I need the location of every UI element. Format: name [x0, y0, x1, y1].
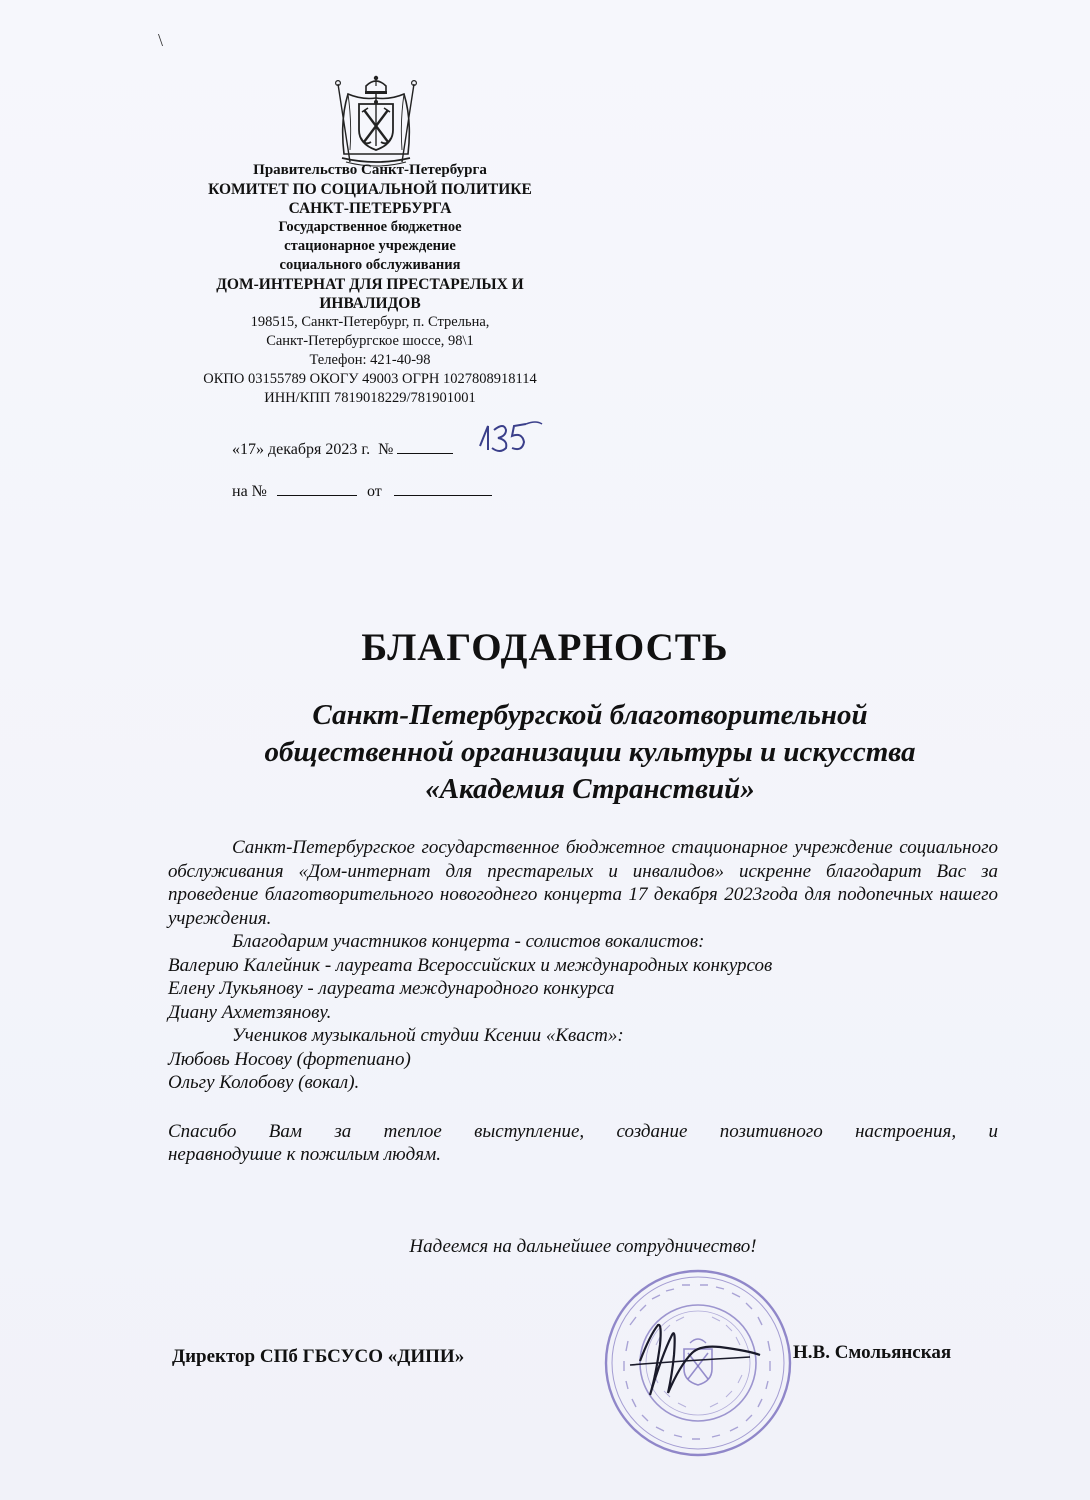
committee-name-line2: САНКТ-ПЕТЕРБУРГА [288, 200, 452, 217]
number-label: № [378, 441, 394, 458]
closing-wish: Надеемся на дальнейшее сотрудничество! [409, 1236, 757, 1257]
reference-line [232, 481, 492, 501]
st-petersburg-coat-of-arms-icon [328, 72, 424, 168]
soloist-2: Елену Лукьянову - лауреата международного конкурса [168, 978, 615, 999]
soloist-1: Валерию Калейник - лауреата Всероссийских и международных конкурсов [168, 954, 773, 976]
institution-type-line1: Государственное бюджетное [278, 219, 462, 235]
institution-type-line2: стационарное учреждение [284, 238, 456, 254]
closing-line-2: неравнодушие к пожилым людям. [168, 1144, 441, 1165]
committee-name-line1: КОМИТЕТ ПО СОЦИАЛЬНОЙ ПОЛИТИКЕ [208, 181, 532, 198]
letter-date: «17» декабря 2023 г. [232, 441, 371, 458]
ref-date-blank [394, 481, 492, 496]
letterhead [160, 161, 580, 408]
registration-codes: ОКПО 03155789 ОКОГУ 49003 ОГРН 1027808918114 [203, 371, 537, 387]
students-intro: Учеников музыкальной студии Ксении «Квaст»: [232, 1025, 624, 1046]
addressee-line1: Санкт-Петербургской благотворительной [312, 699, 868, 731]
institution-name-line2: ИНВАЛИДОВ [319, 295, 421, 312]
body-paragraph-1: Санкт-Петербургское государственное бюджетное стационарное учреждение социального обслуживания «Дом-интернат для престарелых и инвалидов» искренне благодарит Вас за проведение благотворительного новогоднего концерта 17 декабря 2023года для подопечных нашего учреждения. [168, 837, 998, 929]
signatory-position: Директор СПб ГБСУСО «ДИПИ» [172, 1346, 465, 1367]
ref-from-label: от [366, 483, 382, 500]
address-line2: Санкт-Петербургское шоссе, 98\1 [266, 333, 474, 349]
institution-type-line3: социального обслуживания [279, 257, 461, 273]
government-name: Правительство Санкт-Петербурга [253, 162, 487, 178]
addressee-line2: общественной организации культуры и искусства [264, 736, 916, 768]
thanks-intro: Благодарим участников концерта - солистов вокалистов: [232, 931, 705, 952]
address-line1: 198515, Санкт-Петербург, п. Стрельна, [250, 314, 490, 330]
document-title: БЛАГОДАРНОСТЬ [361, 626, 729, 669]
inn-kpp: ИНН/КПП 7819018229/781901001 [264, 390, 476, 406]
handwritten-signature-icon [600, 1265, 796, 1461]
date-line [232, 438, 453, 459]
student-1: Любовь Носову (фортепиано) [168, 1048, 411, 1070]
number-blank [397, 438, 453, 454]
addressee-line3: «Академия Странствий» [425, 773, 755, 805]
closing-line-1: Спасибо Вам за теплое выступление, создание позитивного настроения, и [168, 1120, 998, 1142]
soloist-3: Диану Ахметзянову. [168, 1001, 332, 1023]
letter-body [168, 836, 998, 1167]
ref-number-label: на № [232, 483, 267, 500]
corner-mark: \ [158, 30, 164, 50]
student-2: Ольгу Колобову (вокал). [168, 1072, 360, 1093]
phone: Телефон: 421-40-98 [309, 352, 431, 368]
handwritten-number-icon [470, 416, 550, 456]
ref-number-blank [277, 481, 357, 496]
institution-name-line1: ДОМ-ИНТЕРНАТ ДЛЯ ПРЕСТАРЕЛЫХ И [216, 276, 524, 293]
addressee [170, 697, 1010, 808]
signatory-name: Н.В. Смольянская [793, 1342, 952, 1363]
